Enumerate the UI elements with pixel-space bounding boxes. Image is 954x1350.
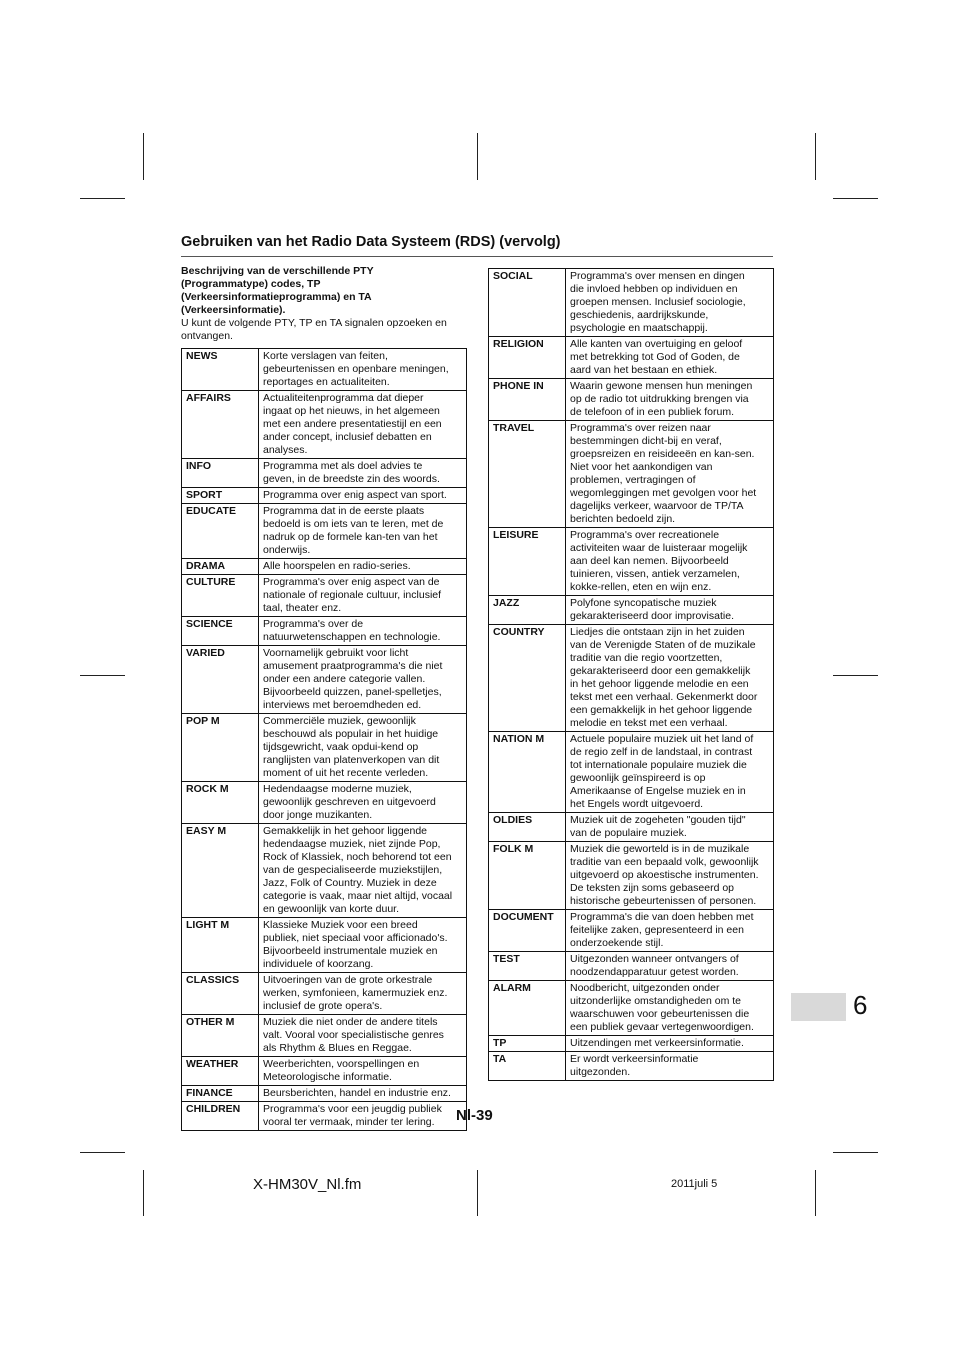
pty-description: Beursberichten, handel en industrie enz. bbox=[259, 1086, 467, 1102]
table-row bbox=[182, 1057, 467, 1086]
pty-description: Programma over enig aspect van sport. bbox=[259, 488, 467, 504]
pty-description: Noodbericht, uitgezonden onder uitzonderlijke omstandigheden om te waarschuwen voor gebeurtenissen die een publiek gevaar vertegenwoordigen. bbox=[566, 981, 774, 1036]
table-row bbox=[182, 824, 467, 918]
crop-mark bbox=[833, 1152, 878, 1153]
table-row bbox=[182, 918, 467, 973]
pty-description: Uitvoeringen van de grote orkestrale werken, symfonieen, kamermuziek enz. inclusief de grote opera's. bbox=[259, 973, 467, 1015]
footer-date: 2011juli 5 bbox=[671, 1178, 718, 1190]
pty-description: Programma's over recreationele activiteiten waar de luisteraar mogelijk aan deel kan nemen. Bijvoorbeeld tuinieren, vissen, antiek verzamelen, kokke-rellen, eten en wijn enz. bbox=[566, 528, 774, 596]
section-tab bbox=[791, 993, 846, 1021]
pty-description: Programma's over de natuurwetenschappen en technologie. bbox=[259, 617, 467, 646]
table-row bbox=[182, 1015, 467, 1057]
pty-code: VARIED bbox=[182, 646, 259, 714]
table-row bbox=[182, 973, 467, 1015]
intro-text: U kunt de volgende PTY, TP en TA signalen opzoeken en ontvangen. bbox=[181, 317, 447, 342]
crop-mark bbox=[815, 1170, 816, 1216]
pty-code: TEST bbox=[489, 952, 566, 981]
table-row bbox=[182, 1086, 467, 1102]
pty-code: OLDIES bbox=[489, 813, 566, 842]
pty-description: Waarin gewone mensen hun meningen op de radio tot uitdrukking brengen via de telefoon of in een publiek forum. bbox=[566, 379, 774, 421]
pty-code: NATION M bbox=[489, 732, 566, 813]
pty-code: EDUCATE bbox=[182, 504, 259, 559]
crop-mark bbox=[143, 133, 144, 180]
table-row bbox=[489, 337, 774, 379]
pty-description: Actuele populaire muziek uit het land of de regio zelf in de landstaal, in contrast tot internationale populaire muziek die gewoonlijk geïnspireerd is op Amerikaanse of Engelse muziek en in het Engels wordt uitgevoerd. bbox=[566, 732, 774, 813]
pty-table-left bbox=[181, 348, 467, 1131]
pty-code: SCIENCE bbox=[182, 617, 259, 646]
table-row bbox=[182, 782, 467, 824]
pty-description: Voornamelijk gebruikt voor licht amusement praatprogramma's die niet onder een andere categorie vallen. Bijvoorbeeld quizzen, panel-spelletjes, interviews met beroemdheden ed. bbox=[259, 646, 467, 714]
pty-description: Programma's voor een jeugdig publiek vooral ter vermaak, minder ter lering. bbox=[259, 1102, 467, 1131]
crop-mark bbox=[833, 198, 878, 199]
pty-code: INFO bbox=[182, 459, 259, 488]
section-title: Gebruiken van het Radio Data Systeem (RDS) (vervolg) bbox=[181, 234, 561, 250]
pty-code: DRAMA bbox=[182, 559, 259, 575]
table-row bbox=[489, 269, 774, 337]
page-number: Nl-39 bbox=[456, 1107, 493, 1124]
pty-code: SOCIAL bbox=[489, 269, 566, 337]
pty-description: Alle kanten van overtuiging en geloof met betrekking tot God of Goden, de aard van het bestaan en ethiek. bbox=[566, 337, 774, 379]
pty-code: AFFAIRS bbox=[182, 391, 259, 459]
table-row bbox=[489, 813, 774, 842]
pty-code: EASY M bbox=[182, 824, 259, 918]
pty-description: Klassieke Muziek voor een breed publiek, niet speciaal voor afficionado's. Bijvoorbeeld instrumentale muziek en individuele of koorzang. bbox=[259, 918, 467, 973]
pty-description: Alle hoorspelen en radio-series. bbox=[259, 559, 467, 575]
table-row bbox=[489, 379, 774, 421]
pty-description: Commerciële muziek, gewoonlijk beschouwd als populair in het huidige tijdsgewricht, vaak opdui-kend op ranglijsten van platenverkopen van dit moment of uit het recente verleden. bbox=[259, 714, 467, 782]
table-row bbox=[182, 559, 467, 575]
pty-table-right bbox=[488, 268, 774, 1081]
pty-description: Uitgezonden wanneer ontvangers of noodzendapparatuur getest worden. bbox=[566, 952, 774, 981]
pty-code: RELIGION bbox=[489, 337, 566, 379]
pty-description: Programma's over reizen naar bestemmingen dicht-bij en veraf, groepsreizen en reisideeën en kan-sen. Niet voor het aankondigen van problemen, vertragingen of wegomleggingen met gevolgen voor het dagelijks verkeer, waarvoor de TP/TA berichten bedoeld zijn. bbox=[566, 421, 774, 528]
pty-description: Polyfone syncopatische muziek gekarakteriseerd door improvisatie. bbox=[566, 596, 774, 625]
pty-description: Muziek die niet onder de andere titels valt. Vooral voor specialistische genres als Rhythm & Blues en Reggae. bbox=[259, 1015, 467, 1057]
pty-code: WEATHER bbox=[182, 1057, 259, 1086]
pty-code: SPORT bbox=[182, 488, 259, 504]
pty-code: COUNTRY bbox=[489, 625, 566, 732]
table-row bbox=[489, 952, 774, 981]
table-row bbox=[182, 617, 467, 646]
table-row bbox=[182, 575, 467, 617]
table-row bbox=[182, 459, 467, 488]
pty-description: Programma's over mensen en dingen die invloed hebben op individuen en groepen mensen. Inclusief sociologie, geschiedenis, aardrijkskunde, psychologie en maatschappij. bbox=[566, 269, 774, 337]
crop-mark bbox=[477, 1170, 478, 1216]
table-row bbox=[489, 528, 774, 596]
pty-code: CULTURE bbox=[182, 575, 259, 617]
pty-code: CLASSICS bbox=[182, 973, 259, 1015]
pty-code: ROCK M bbox=[182, 782, 259, 824]
pty-description: Hedendaagse moderne muziek, gewoonlijk geschreven en uitgevoerd door jonge muzikanten. bbox=[259, 782, 467, 824]
pty-code: JAZZ bbox=[489, 596, 566, 625]
pty-code: OTHER M bbox=[182, 1015, 259, 1057]
pty-code: POP M bbox=[182, 714, 259, 782]
crop-mark bbox=[143, 1170, 144, 1216]
pty-code: TRAVEL bbox=[489, 421, 566, 528]
table-row bbox=[182, 391, 467, 459]
pty-description: Uitzendingen met verkeersinformatie. bbox=[566, 1036, 774, 1052]
table-row bbox=[489, 596, 774, 625]
pty-description: Muziek die geworteld is in de muzikale traditie van een bepaald volk, gewoonlijk uitgevoerd op akoestische instrumenten. De teksten zijn soms gebaseerd op historische gebeurtenissen of personen. bbox=[566, 842, 774, 910]
crop-mark bbox=[477, 133, 478, 180]
table-row bbox=[489, 732, 774, 813]
pty-description: Programma met als doel advies te geven, in de breedste zin des woords. bbox=[259, 459, 467, 488]
pty-description: Programma's die van doen hebben met feitelijke zaken, gepresenteerd in een onderzoekende stijl. bbox=[566, 910, 774, 952]
crop-mark bbox=[80, 675, 125, 676]
crop-mark bbox=[833, 675, 878, 676]
section-tab-number: 6 bbox=[853, 990, 868, 1020]
pty-code: TA bbox=[489, 1052, 566, 1081]
table-row bbox=[182, 646, 467, 714]
table-row bbox=[489, 1052, 774, 1081]
pty-code: ALARM bbox=[489, 981, 566, 1036]
intro-heading: Beschrijving van de verschillende PTY (Programmatype) codes, TP (Verkeersinformatieprogramma) en TA (Verkeersinformatie). bbox=[181, 265, 374, 316]
pty-code: LIGHT M bbox=[182, 918, 259, 973]
table-row bbox=[489, 625, 774, 732]
pty-description: Programma's over enig aspect van de nationale of regionale cultuur, inclusief taal, theater enz. bbox=[259, 575, 467, 617]
table-row bbox=[489, 910, 774, 952]
pty-code: FINANCE bbox=[182, 1086, 259, 1102]
pty-code: DOCUMENT bbox=[489, 910, 566, 952]
pty-code: TP bbox=[489, 1036, 566, 1052]
pty-code: NEWS bbox=[182, 349, 259, 391]
pty-code: PHONE IN bbox=[489, 379, 566, 421]
title-rule bbox=[181, 256, 773, 257]
table-row bbox=[182, 714, 467, 782]
pty-description: Weerberichten, voorspellingen en Meteorologische informatie. bbox=[259, 1057, 467, 1086]
pty-code: CHILDREN bbox=[182, 1102, 259, 1131]
table-row bbox=[182, 1102, 467, 1131]
crop-mark bbox=[80, 1152, 125, 1153]
table-row bbox=[489, 421, 774, 528]
pty-description: Liedjes die ontstaan zijn in het zuiden van de Verenigde Staten of de muzikale traditie van die regio voortzetten, gekarakteriseerd door een gemakkelijk in het gehoor liggende melodie en een tekst met een verhaal. Gekenmerkt door een gemakkelijk in het gehoor liggende melodie en tekst met een verhaal. bbox=[566, 625, 774, 732]
intro bbox=[181, 265, 447, 343]
pty-description: Muziek uit de zogeheten "gouden tijd" van de populaire muziek. bbox=[566, 813, 774, 842]
pty-description: Actualiteitenprogramma dat dieper ingaat op het nieuws, in het algemeen met een andere presentatiestijl en een ander concept, inclusief debatten en analyses. bbox=[259, 391, 467, 459]
table-row bbox=[489, 842, 774, 910]
table-row bbox=[182, 504, 467, 559]
table-row bbox=[182, 488, 467, 504]
footer-filename: X-HM30V_Nl.fm bbox=[253, 1176, 362, 1193]
pty-code: FOLK M bbox=[489, 842, 566, 910]
pty-description: Programma dat in de eerste plaats bedoeld is om iets van te leren, met de nadruk op de formele kan-ten van het onderwijs. bbox=[259, 504, 467, 559]
pty-code: LEISURE bbox=[489, 528, 566, 596]
table-row bbox=[489, 981, 774, 1036]
table-row bbox=[489, 1036, 774, 1052]
table-row bbox=[182, 349, 467, 391]
pty-description: Er wordt verkeersinformatie uitgezonden. bbox=[566, 1052, 774, 1081]
crop-mark bbox=[815, 133, 816, 180]
pty-description: Korte verslagen van feiten, gebeurtenissen en openbare meningen, reportages en actualiteiten. bbox=[259, 349, 467, 391]
pty-description: Gemakkelijk in het gehoor liggende hedendaagse muziek, niet zijnde Pop, Rock of Klassiek, noch behorend tot een van de gespecialiseerde muziekstijlen, Jazz, Folk of Country. Muziek in deze categorie is vaak, maar niet altijd, vocaal en gewoonlijk van korte duur. bbox=[259, 824, 467, 918]
crop-mark bbox=[80, 198, 125, 199]
